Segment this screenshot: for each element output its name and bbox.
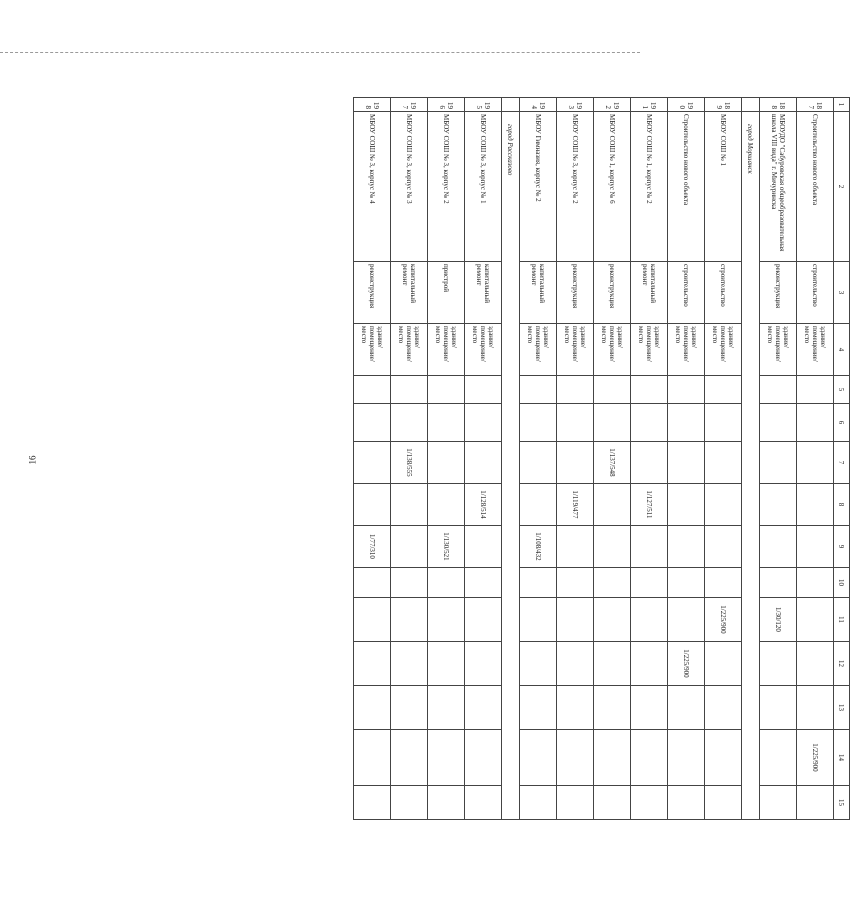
action-type-cell: строительство: [668, 262, 705, 324]
year-value-cell: [465, 568, 502, 598]
year-value-cell: [520, 598, 557, 642]
table-row: [465, 98, 502, 820]
year-value-cell: [705, 526, 742, 568]
table-row: [760, 98, 797, 820]
section-label: город Моршанск: [742, 112, 760, 820]
column-header: 9: [834, 526, 850, 568]
year-value-cell: [760, 442, 797, 484]
year-value-cell: [391, 686, 428, 730]
section-row: [742, 98, 760, 820]
year-value-cell: [391, 404, 428, 442]
year-value-cell: [705, 442, 742, 484]
year-value-cell: [668, 484, 705, 526]
year-value-cell: [760, 404, 797, 442]
year-value-cell: [760, 642, 797, 686]
year-value-cell: [354, 568, 391, 598]
action-type-cell: капитальный ремонт: [465, 262, 502, 324]
year-value-cell: [797, 526, 834, 568]
object-name-cell: МБОУ СОШ № 3, корпус № 2: [428, 112, 465, 262]
year-value-cell: [391, 642, 428, 686]
table-row: [631, 98, 668, 820]
year-value-cell: [797, 786, 834, 820]
year-value-cell: [354, 484, 391, 526]
section-number-cell: [742, 98, 760, 112]
unit-cell: здание/ помещение/ место: [705, 324, 742, 376]
year-value-cell: [520, 442, 557, 484]
object-name-cell: МБОУ СОШ № 1, корпус № 2: [631, 112, 668, 262]
year-value-cell: [705, 786, 742, 820]
column-header: 8: [834, 484, 850, 526]
year-value-cell: [465, 686, 502, 730]
year-value-cell: [354, 786, 391, 820]
year-value-cell: [428, 404, 465, 442]
unit-cell: здание/ помещение/ место: [520, 324, 557, 376]
row-number-cell: 187: [797, 98, 834, 112]
year-value-cell: [594, 730, 631, 786]
object-name-cell: Строительство нового объекта: [797, 112, 834, 262]
row-number-cell: 193: [557, 98, 594, 112]
year-value-cell: [391, 786, 428, 820]
unit-cell: здание/ помещение/ место: [797, 324, 834, 376]
year-value-cell: [797, 442, 834, 484]
action-type-cell: реконструкция: [557, 262, 594, 324]
year-value-cell: 1/130/521: [428, 526, 465, 568]
object-name-cell: МБОУ СОШ № 3, корпус № 4: [354, 112, 391, 262]
year-value-cell: [797, 568, 834, 598]
year-value-cell: [520, 376, 557, 404]
year-value-cell: [428, 686, 465, 730]
appendix-header: [108, 0, 174, 200]
year-value-cell: [705, 730, 742, 786]
row-number-cell: 189: [705, 98, 742, 112]
year-value-cell: [631, 686, 668, 730]
row-number-cell: 191: [631, 98, 668, 112]
year-value-cell: [797, 642, 834, 686]
year-value-cell: [557, 568, 594, 598]
unit-cell: здание/ помещение/ место: [557, 324, 594, 376]
year-value-cell: [354, 404, 391, 442]
year-value-cell: [354, 730, 391, 786]
year-value-cell: [465, 730, 502, 786]
year-value-cell: [631, 568, 668, 598]
year-value-cell: [391, 598, 428, 642]
year-value-cell: [668, 404, 705, 442]
column-header: 2: [834, 112, 850, 262]
table-header-row: [834, 98, 850, 820]
year-value-cell: [428, 786, 465, 820]
year-value-cell: [557, 598, 594, 642]
table-row: [428, 98, 465, 820]
year-value-cell: [631, 786, 668, 820]
year-value-cell: [391, 376, 428, 404]
year-value-cell: [465, 442, 502, 484]
column-header: 14: [834, 730, 850, 786]
year-value-cell: [594, 786, 631, 820]
year-value-cell: [668, 526, 705, 568]
year-value-cell: [705, 568, 742, 598]
object-name-cell: МБОУ СОШ № 3, корпус № 3: [391, 112, 428, 262]
object-name-cell: МБОУ СОШ № 1, корпус № 6: [594, 112, 631, 262]
scan-edge-line: [0, 52, 640, 53]
year-value-cell: [557, 526, 594, 568]
year-value-cell: [520, 642, 557, 686]
table-row: [391, 98, 428, 820]
appendix-title: [108, 0, 119, 200]
year-value-cell: 1/108/432: [520, 526, 557, 568]
column-header: 15: [834, 786, 850, 820]
section-row: [502, 98, 520, 820]
year-value-cell: [391, 568, 428, 598]
year-value-cell: 1/225/900: [668, 642, 705, 686]
row-number-cell: 195: [465, 98, 502, 112]
year-value-cell: [557, 686, 594, 730]
year-value-cell: [760, 484, 797, 526]
object-name-cell: МБОУ СОШ № 3, корпус № 2: [557, 112, 594, 262]
action-type-cell: реконструкция: [760, 262, 797, 324]
year-value-cell: 1/119/477: [557, 484, 594, 526]
action-type-cell: пристрой: [428, 262, 465, 324]
year-value-cell: [631, 376, 668, 404]
appendix-subtitle-line: [122, 0, 133, 200]
year-value-cell: [594, 568, 631, 598]
column-header: 1: [834, 98, 850, 112]
year-value-cell: [428, 484, 465, 526]
object-name-cell: МБОУ СОШ № 3, корпус № 1: [465, 112, 502, 262]
unit-cell: здание/ помещение/ место: [760, 324, 797, 376]
year-value-cell: [354, 642, 391, 686]
year-value-cell: [668, 442, 705, 484]
year-value-cell: [428, 568, 465, 598]
year-value-cell: [797, 376, 834, 404]
year-value-cell: [557, 730, 594, 786]
column-header: 11: [834, 598, 850, 642]
action-type-cell: реконструкция: [594, 262, 631, 324]
year-value-cell: 1/127/511: [631, 484, 668, 526]
row-number-cell: 192: [594, 98, 631, 112]
year-value-cell: [465, 404, 502, 442]
year-value-cell: [631, 442, 668, 484]
appendix-subtitle-line: [164, 0, 175, 200]
year-value-cell: 1/225/900: [797, 730, 834, 786]
year-value-cell: [465, 376, 502, 404]
year-value-cell: [705, 404, 742, 442]
year-value-cell: [705, 484, 742, 526]
data-table: [353, 97, 850, 820]
year-value-cell: [557, 376, 594, 404]
table-row: [557, 98, 594, 820]
table-row: [594, 98, 631, 820]
year-value-cell: 1/225/900: [705, 598, 742, 642]
year-value-cell: [797, 484, 834, 526]
year-value-cell: [594, 686, 631, 730]
year-value-cell: [797, 686, 834, 730]
year-value-cell: [520, 404, 557, 442]
section-number-cell: [502, 98, 520, 112]
column-header: 7: [834, 442, 850, 484]
year-value-cell: [760, 376, 797, 404]
action-type-cell: капитальный ремонт: [631, 262, 668, 324]
action-type-cell: реконструкция: [354, 262, 391, 324]
column-header: 3: [834, 262, 850, 324]
table-row: [797, 98, 834, 820]
year-value-cell: [631, 642, 668, 686]
year-value-cell: [705, 376, 742, 404]
action-type-cell: строительство: [705, 262, 742, 324]
table-row: [668, 98, 705, 820]
column-header: 10: [834, 568, 850, 598]
year-value-cell: [520, 484, 557, 526]
page-number: 16: [27, 455, 38, 465]
year-value-cell: [428, 730, 465, 786]
year-value-cell: [668, 786, 705, 820]
year-value-cell: [594, 376, 631, 404]
year-value-cell: [520, 568, 557, 598]
year-value-cell: [465, 526, 502, 568]
unit-cell: здание/ помещение/ место: [594, 324, 631, 376]
action-type-cell: капитальный ремонт: [391, 262, 428, 324]
year-value-cell: [465, 642, 502, 686]
year-value-cell: [631, 526, 668, 568]
row-number-cell: 190: [668, 98, 705, 112]
year-value-cell: [354, 686, 391, 730]
year-value-cell: [631, 598, 668, 642]
appendix-subtitle-line: [132, 0, 143, 200]
data-table-container: [353, 97, 850, 819]
year-value-cell: 1/138/555: [391, 442, 428, 484]
unit-cell: здание/ помещение/ место: [668, 324, 705, 376]
column-header: 4: [834, 324, 850, 376]
year-value-cell: [465, 598, 502, 642]
year-value-cell: [631, 730, 668, 786]
year-value-cell: [760, 686, 797, 730]
table-row: [705, 98, 742, 820]
year-value-cell: [668, 376, 705, 404]
unit-cell: здание/ помещение/ место: [631, 324, 668, 376]
year-value-cell: [354, 598, 391, 642]
year-value-cell: [594, 598, 631, 642]
year-value-cell: [428, 598, 465, 642]
year-value-cell: [594, 642, 631, 686]
object-name-cell: МБОУ СОШ № 1: [705, 112, 742, 262]
row-number-cell: 194: [520, 98, 557, 112]
table-row: [520, 98, 557, 820]
object-name-cell: МБОУ Гимназия, корпус № 2: [520, 112, 557, 262]
year-value-cell: [668, 598, 705, 642]
year-value-cell: [557, 786, 594, 820]
row-number-cell: 188: [760, 98, 797, 112]
year-value-cell: 1/137/548: [594, 442, 631, 484]
year-value-cell: [668, 568, 705, 598]
unit-cell: здание/ помещение/ место: [428, 324, 465, 376]
column-header: 12: [834, 642, 850, 686]
year-value-cell: [797, 598, 834, 642]
year-value-cell: [557, 442, 594, 484]
year-value-cell: [428, 376, 465, 404]
unit-cell: здание/ помещение/ место: [391, 324, 428, 376]
action-type-cell: капитальный ремонт: [520, 262, 557, 324]
year-value-cell: [760, 730, 797, 786]
appendix-subtitle-line: [153, 0, 164, 200]
year-value-cell: [797, 404, 834, 442]
column-header: 6: [834, 404, 850, 442]
year-value-cell: [594, 526, 631, 568]
table-body: [354, 98, 834, 820]
year-value-cell: [391, 526, 428, 568]
year-value-cell: [705, 686, 742, 730]
year-value-cell: 1/77/310: [354, 526, 391, 568]
year-value-cell: [557, 404, 594, 442]
row-number-cell: 197: [391, 98, 428, 112]
year-value-cell: [428, 442, 465, 484]
section-label: город Рассказово: [502, 112, 520, 820]
year-value-cell: [631, 404, 668, 442]
year-value-cell: 1/30/120: [760, 598, 797, 642]
year-value-cell: [557, 642, 594, 686]
object-name-cell: Строительство нового объекта: [668, 112, 705, 262]
year-value-cell: [705, 642, 742, 686]
year-value-cell: [428, 642, 465, 686]
column-header: 13: [834, 686, 850, 730]
year-value-cell: [391, 484, 428, 526]
unit-cell: здание/ помещение/ место: [354, 324, 391, 376]
year-value-cell: [354, 376, 391, 404]
year-value-cell: [760, 568, 797, 598]
object-name-cell: МБОУДО "Сабуровская общеобразовательная школа VIII вида" г. Мичуринска: [760, 112, 797, 262]
year-value-cell: [520, 730, 557, 786]
row-number-cell: 196: [428, 98, 465, 112]
column-header: 5: [834, 376, 850, 404]
year-value-cell: [760, 526, 797, 568]
year-value-cell: [668, 686, 705, 730]
year-value-cell: [520, 786, 557, 820]
year-value-cell: [760, 786, 797, 820]
unit-cell: здание/ помещение/ место: [465, 324, 502, 376]
year-value-cell: 1/128/514: [465, 484, 502, 526]
year-value-cell: [594, 484, 631, 526]
year-value-cell: [391, 730, 428, 786]
year-value-cell: [668, 730, 705, 786]
year-value-cell: [520, 686, 557, 730]
row-number-cell: 198: [354, 98, 391, 112]
action-type-cell: строительство: [797, 262, 834, 324]
year-value-cell: [354, 442, 391, 484]
year-value-cell: [465, 786, 502, 820]
year-value-cell: [594, 404, 631, 442]
appendix-subtitle-line: [143, 0, 154, 200]
table-row: [354, 98, 391, 820]
